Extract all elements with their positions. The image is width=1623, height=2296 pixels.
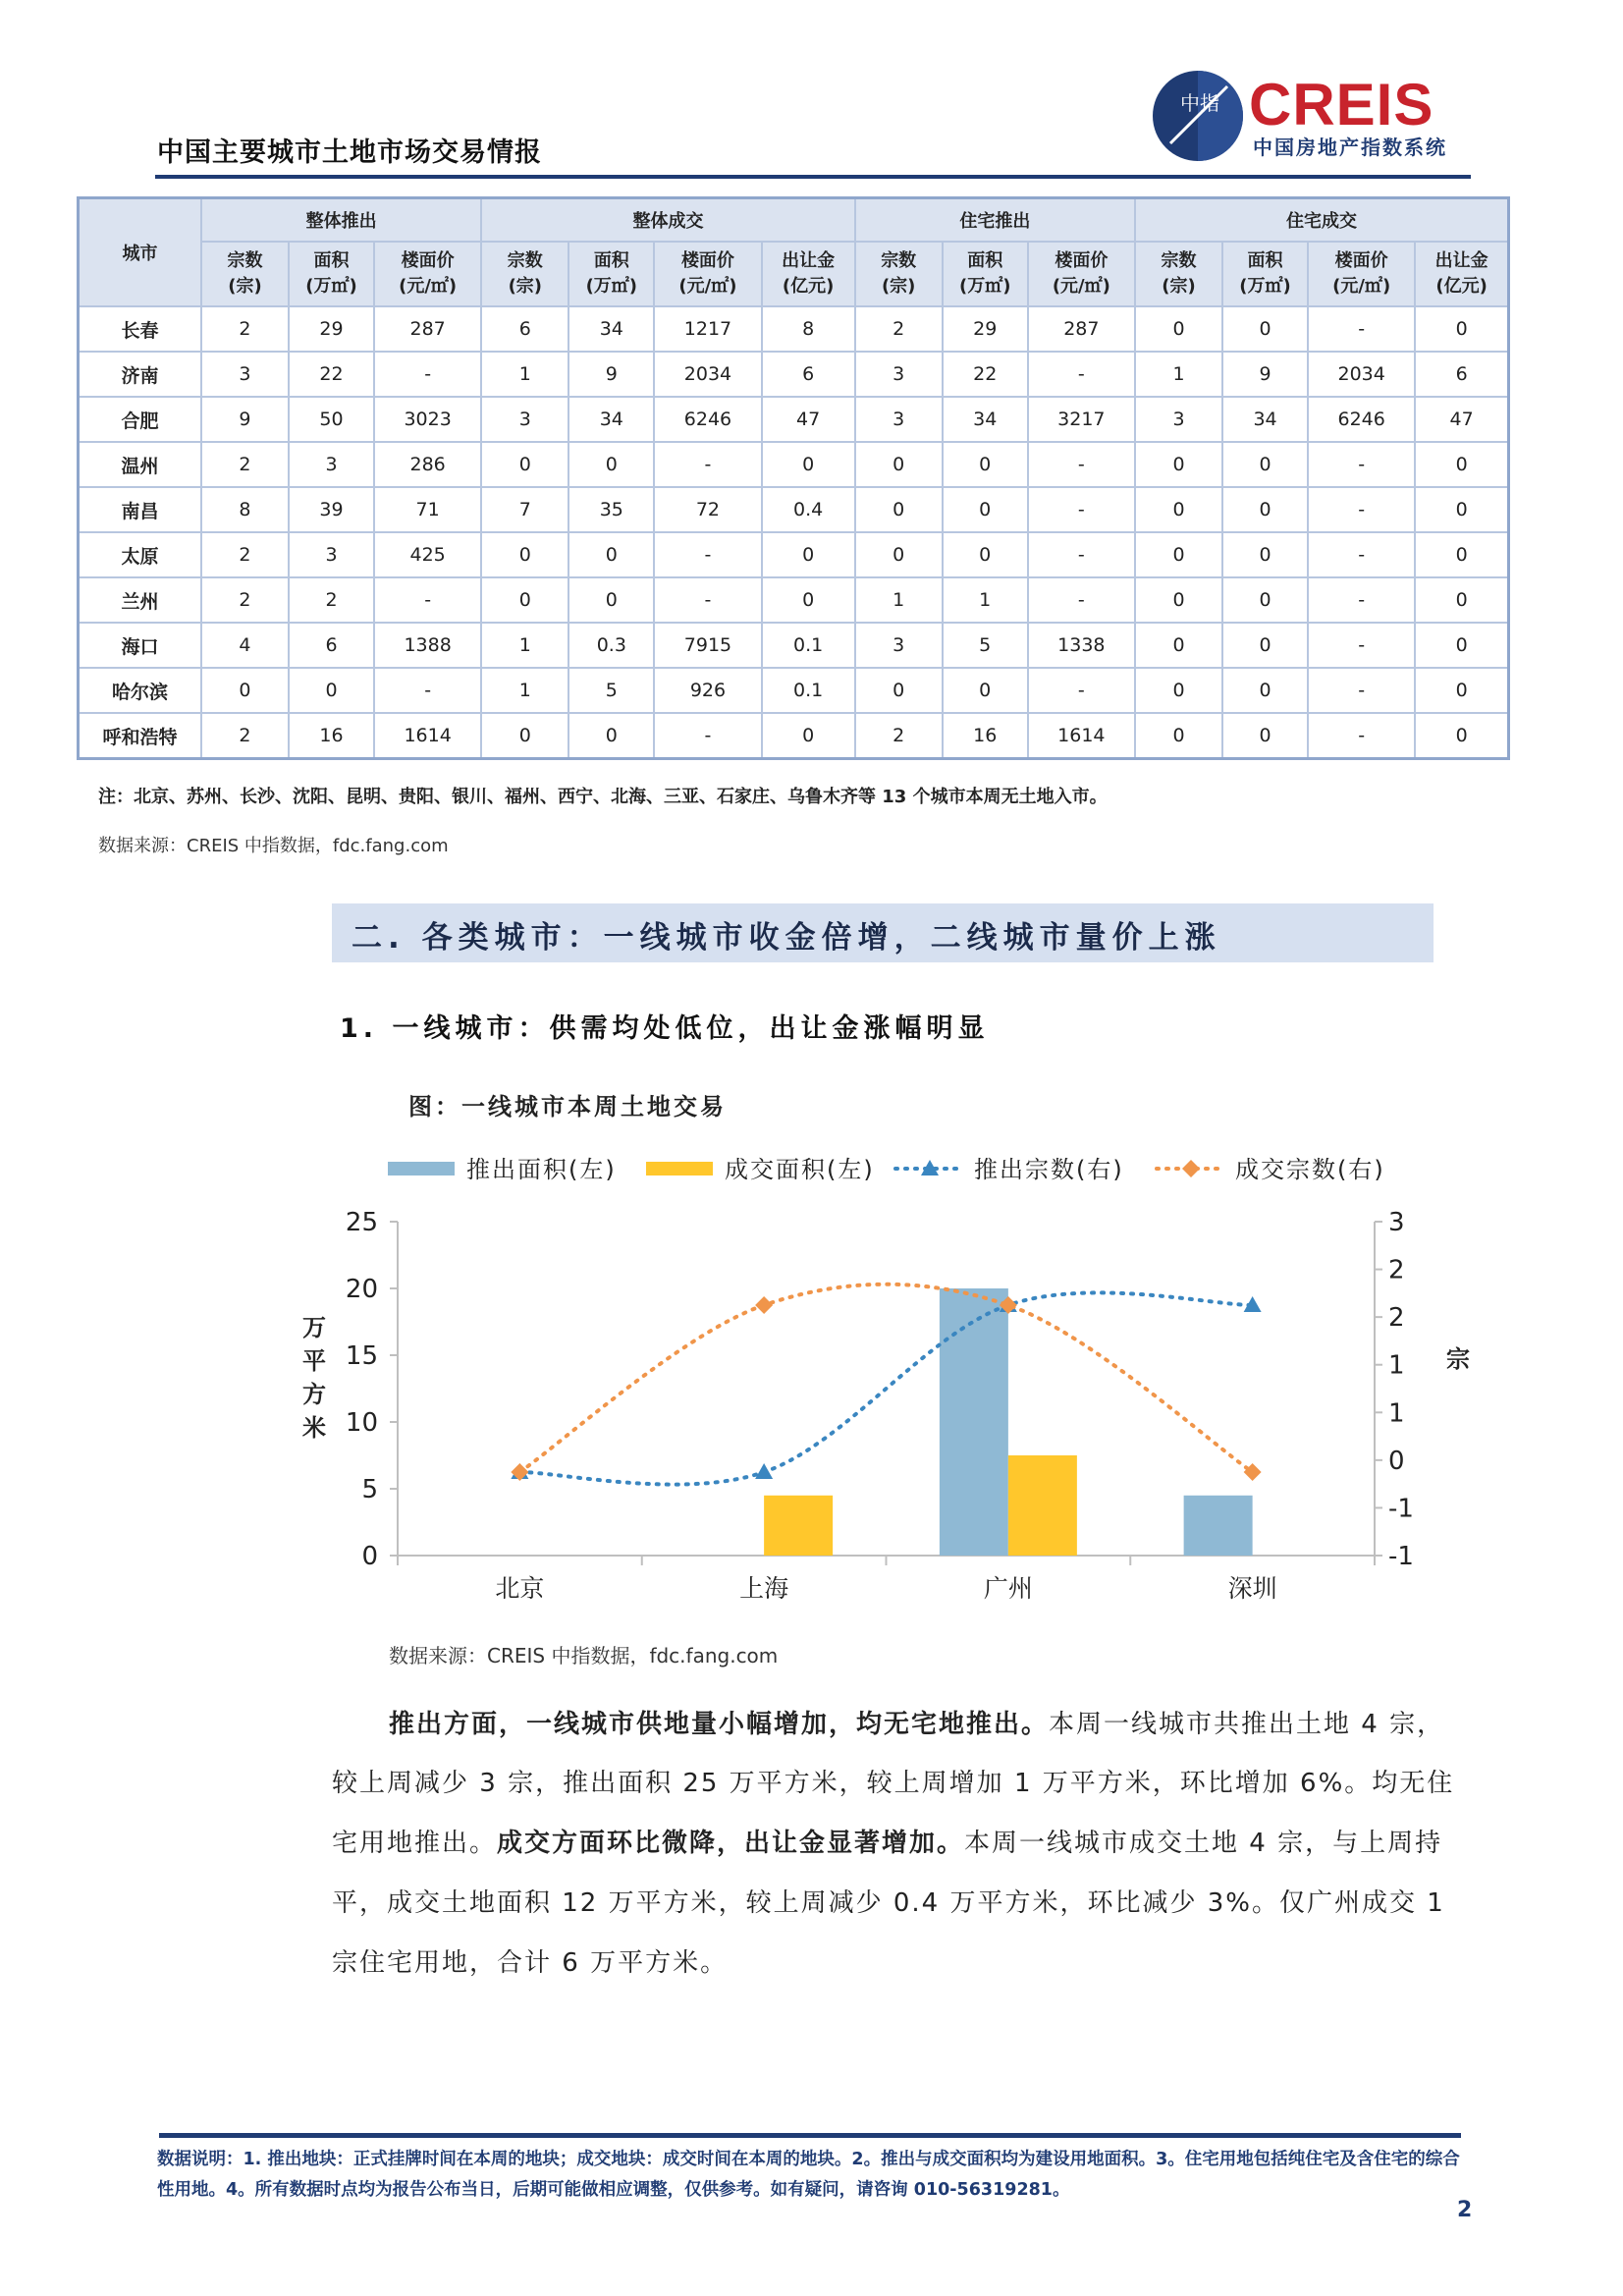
value-cell: 1 — [1135, 352, 1222, 397]
x-tick-label: 深圳 — [1227, 1574, 1277, 1603]
value-cell: 1 — [481, 668, 568, 713]
table-row — [79, 713, 1509, 759]
value-cell: 8 — [201, 487, 289, 532]
city-cell: 合肥 — [79, 397, 201, 442]
column-header: 宗数 (宗) — [855, 242, 943, 306]
city-cell: 温州 — [79, 442, 201, 487]
page-number: 2 — [1457, 2198, 1473, 2222]
value-cell: 0 — [1135, 577, 1222, 623]
value-cell: 0 — [289, 668, 374, 713]
value-cell: 2 — [201, 532, 289, 577]
group-header: 整体成交 — [481, 198, 854, 243]
left-axis-label-char: 万 — [302, 1314, 326, 1341]
marker-diamond — [755, 1296, 773, 1314]
value-cell: 50 — [289, 397, 374, 442]
value-cell: 0 — [1415, 623, 1508, 668]
value-cell: - — [1308, 713, 1415, 759]
table-note: 注：北京、苏州、长沙、沈阳、昆明、贵阳、银川、福州、西宁、北海、三亚、石家庄、乌鲁木齐等 13 个城市本周无土地入市。 — [98, 787, 1108, 807]
value-cell: 0 — [943, 668, 1028, 713]
left-tick-label: 0 — [361, 1542, 378, 1571]
right-tick-label: 1 — [1388, 1398, 1405, 1429]
value-cell: 0 — [481, 532, 568, 577]
line-deal-count — [519, 1285, 1252, 1472]
value-cell: 3 — [855, 352, 943, 397]
city-cell: 兰州 — [79, 577, 201, 623]
value-cell: - — [374, 668, 481, 713]
value-cell: 926 — [654, 668, 761, 713]
value-cell: 7915 — [654, 623, 761, 668]
value-cell: 3 — [289, 532, 374, 577]
table-row — [79, 306, 1509, 352]
table-row — [79, 487, 1509, 532]
bar-deal-area — [1008, 1455, 1077, 1556]
value-cell: 0.4 — [762, 487, 855, 532]
column-header: 宗数 (宗) — [201, 242, 289, 306]
value-cell: 29 — [289, 306, 374, 352]
value-cell: 0 — [568, 532, 654, 577]
right-tick-label: 0 — [1388, 1446, 1405, 1476]
value-cell: 0 — [481, 442, 568, 487]
value-cell: 0 — [762, 577, 855, 623]
column-header: 宗数 (宗) — [481, 242, 568, 306]
value-cell: - — [654, 713, 761, 759]
legend-marker — [1182, 1160, 1200, 1177]
value-cell: 6 — [481, 306, 568, 352]
value-cell: 0 — [1222, 532, 1308, 577]
bar-supply-area — [1184, 1496, 1253, 1556]
legend-label: 成交面积(左) — [725, 1156, 875, 1183]
first-tier-land-chart — [285, 1139, 1470, 1611]
paragraph-line: 推出方面，一线城市供地量小幅增加，均无宅地推出。本周一线城市共推出土地 4 宗， — [389, 1710, 1445, 1739]
city-cell: 哈尔滨 — [79, 668, 201, 713]
value-cell: - — [1308, 668, 1415, 713]
value-cell: 0 — [855, 532, 943, 577]
table-row — [79, 668, 1509, 713]
value-cell: 6246 — [1308, 397, 1415, 442]
city-column-header: 城市 — [79, 198, 201, 307]
value-cell: 8 — [762, 306, 855, 352]
legend-label: 推出宗数(右) — [974, 1156, 1124, 1183]
left-tick-label: 15 — [345, 1341, 378, 1371]
value-cell: 1614 — [374, 713, 481, 759]
value-cell: 0 — [1415, 713, 1508, 759]
value-cell: 39 — [289, 487, 374, 532]
table-row — [79, 623, 1509, 668]
marker-triangle — [755, 1463, 773, 1479]
legend-swatch — [388, 1162, 455, 1175]
value-cell: 2 — [855, 713, 943, 759]
value-cell: 425 — [374, 532, 481, 577]
table-row — [79, 352, 1509, 397]
value-cell: 6 — [289, 623, 374, 668]
value-cell: 0 — [568, 577, 654, 623]
value-cell: - — [654, 532, 761, 577]
value-cell: 0 — [1415, 577, 1508, 623]
value-cell: 3 — [481, 397, 568, 442]
column-header: 楼面价 (元/㎡) — [1028, 242, 1135, 306]
value-cell: 47 — [1415, 397, 1508, 442]
value-cell: 5 — [568, 668, 654, 713]
value-cell: 0 — [1222, 713, 1308, 759]
value-cell: 3 — [855, 397, 943, 442]
value-cell: 0 — [1415, 306, 1508, 352]
value-cell: 2 — [201, 442, 289, 487]
value-cell: - — [1308, 532, 1415, 577]
value-cell: 0 — [1415, 668, 1508, 713]
value-cell: - — [1308, 623, 1415, 668]
right-tick-label: 2 — [1388, 1303, 1405, 1334]
logo-subtitle: 中国房地产指数系统 — [1253, 136, 1447, 159]
land-transaction-table — [77, 196, 1510, 760]
value-cell: 2 — [201, 577, 289, 623]
bar-supply-area — [940, 1288, 1008, 1556]
value-cell: 6 — [1415, 352, 1508, 397]
value-cell: 0 — [762, 713, 855, 759]
value-cell: - — [1028, 487, 1135, 532]
value-cell: 0.3 — [568, 623, 654, 668]
logo-mark-text: 中指 — [1180, 91, 1219, 115]
value-cell: 3 — [289, 442, 374, 487]
left-tick-label: 5 — [361, 1475, 378, 1504]
value-cell: 34 — [1222, 397, 1308, 442]
left-tick-label: 25 — [345, 1208, 378, 1237]
value-cell: 3217 — [1028, 397, 1135, 442]
value-cell: 34 — [568, 397, 654, 442]
value-cell: 287 — [374, 306, 481, 352]
value-cell: 72 — [654, 487, 761, 532]
value-cell: - — [654, 577, 761, 623]
value-cell: 0 — [943, 442, 1028, 487]
value-cell: 4 — [201, 623, 289, 668]
value-cell: 2 — [201, 306, 289, 352]
value-cell: 1 — [481, 352, 568, 397]
logo-wordmark: CREIS — [1249, 72, 1434, 137]
column-header: 楼面价 (元/㎡) — [374, 242, 481, 306]
value-cell: 0 — [568, 713, 654, 759]
value-cell: 0 — [1222, 442, 1308, 487]
value-cell: 35 — [568, 487, 654, 532]
value-cell: 5 — [943, 623, 1028, 668]
value-cell: 0 — [762, 442, 855, 487]
legend-label: 推出面积(左) — [466, 1156, 617, 1183]
city-cell: 海口 — [79, 623, 201, 668]
left-tick-label: 20 — [345, 1275, 378, 1304]
value-cell: 0 — [1135, 668, 1222, 713]
group-header: 住宅成交 — [1135, 198, 1509, 243]
value-cell: - — [1028, 577, 1135, 623]
value-cell: - — [1308, 306, 1415, 352]
value-cell: - — [654, 442, 761, 487]
right-axis-label: 宗 — [1446, 1345, 1470, 1373]
value-cell: 6 — [762, 352, 855, 397]
column-header: 面积 (万㎡) — [289, 242, 374, 306]
value-cell: 0 — [568, 442, 654, 487]
value-cell: 1338 — [1028, 623, 1135, 668]
value-cell: 9 — [1222, 352, 1308, 397]
value-cell: 2 — [201, 713, 289, 759]
value-cell: 3 — [1135, 397, 1222, 442]
column-header: 宗数 (宗) — [1135, 242, 1222, 306]
table-row — [79, 532, 1509, 577]
right-tick-label: 2 — [1388, 1255, 1405, 1285]
value-cell: 287 — [1028, 306, 1135, 352]
table-row — [79, 397, 1509, 442]
header-rule — [155, 175, 1471, 179]
value-cell: 22 — [289, 352, 374, 397]
value-cell: 9 — [568, 352, 654, 397]
legend-label: 成交宗数(右) — [1235, 1156, 1385, 1183]
right-tick-label: 1 — [1388, 1350, 1405, 1381]
value-cell: 0.1 — [762, 623, 855, 668]
value-cell: 0 — [1135, 532, 1222, 577]
left-axis-label-char: 米 — [302, 1414, 326, 1442]
value-cell: 0 — [1415, 532, 1508, 577]
value-cell: 47 — [762, 397, 855, 442]
figure-source: 数据来源：CREIS 中指数据，fdc.fang.com — [389, 1644, 779, 1667]
city-cell: 南昌 — [79, 487, 201, 532]
value-cell: 1614 — [1028, 713, 1135, 759]
value-cell: - — [1308, 577, 1415, 623]
table-row — [79, 442, 1509, 487]
value-cell: 0 — [1415, 487, 1508, 532]
value-cell: 1 — [855, 577, 943, 623]
value-cell: 0 — [1135, 623, 1222, 668]
city-cell: 长春 — [79, 306, 201, 352]
value-cell: 0 — [855, 442, 943, 487]
group-header: 整体推出 — [201, 198, 481, 243]
column-header: 楼面价 (元/㎡) — [654, 242, 761, 306]
value-cell: 3 — [855, 623, 943, 668]
value-cell: 0.1 — [762, 668, 855, 713]
value-cell: 0 — [481, 713, 568, 759]
x-tick-label: 上海 — [739, 1574, 789, 1603]
city-cell: 呼和浩特 — [79, 713, 201, 759]
figure-title: 图：一线城市本周土地交易 — [408, 1093, 727, 1121]
x-tick-label: 广州 — [983, 1574, 1033, 1603]
value-cell: 0 — [1135, 306, 1222, 352]
value-cell: 0 — [1222, 306, 1308, 352]
value-cell: 0 — [1222, 668, 1308, 713]
value-cell: 0 — [201, 668, 289, 713]
column-header: 面积 (万㎡) — [568, 242, 654, 306]
value-cell: 1 — [481, 623, 568, 668]
value-cell: 6246 — [654, 397, 761, 442]
value-cell: 0 — [855, 668, 943, 713]
value-cell: 0 — [943, 487, 1028, 532]
bar-deal-area — [764, 1496, 833, 1556]
footer-note: 数据说明：1. 推出地块：正式挂牌时间在本周的地块；成交地块：成交时间在本周的地块。2。推出与成交面积均为建设用地面积。3。住宅用地包括纯住宅及含住宅的综合性用地。4。所有数据时点均为报告公布当日，后期可能做相应调整，仅供参考。如有疑问，请咨询 010-56319281。 — [157, 2150, 1460, 2200]
table-row — [79, 577, 1509, 623]
value-cell: 0 — [1222, 577, 1308, 623]
right-tick-label: 3 — [1388, 1208, 1405, 1237]
value-cell: 0 — [855, 487, 943, 532]
paragraph-line: 宅用地推出。成交方面环比微降，出让金显著增加。本周一线城市成交土地 4 宗，与上周持 — [332, 1829, 1443, 1858]
value-cell: 29 — [943, 306, 1028, 352]
paragraph-line: 平，成交土地面积 12 万平方米，较上周减少 0.4 万平方米，环比减少 3%。仅广州成交 1 — [332, 1888, 1445, 1918]
value-cell: - — [1028, 532, 1135, 577]
value-cell: 1388 — [374, 623, 481, 668]
report-title: 中国主要城市土地市场交易情报 — [157, 137, 542, 168]
value-cell: 2 — [855, 306, 943, 352]
value-cell: 0 — [1135, 442, 1222, 487]
column-header: 出让金 (亿元) — [762, 242, 855, 306]
value-cell: - — [1028, 352, 1135, 397]
group-header: 住宅推出 — [855, 198, 1135, 243]
column-header: 面积 (万㎡) — [943, 242, 1028, 306]
column-header: 出让金 (亿元) — [1415, 242, 1508, 306]
value-cell: 34 — [568, 306, 654, 352]
footer-rule — [159, 2133, 1461, 2138]
value-cell: 7 — [481, 487, 568, 532]
value-cell: 0 — [1135, 487, 1222, 532]
value-cell: 9 — [201, 397, 289, 442]
column-header: 楼面价 (元/㎡) — [1308, 242, 1415, 306]
value-cell: 0 — [481, 577, 568, 623]
right-tick-label: -1 — [1388, 1494, 1414, 1524]
value-cell: 0 — [1135, 713, 1222, 759]
paragraph-line: 宗住宅用地，合计 6 万平方米。 — [332, 1948, 729, 1978]
legend-swatch — [646, 1162, 713, 1175]
value-cell: 1 — [943, 577, 1028, 623]
city-cell: 太原 — [79, 532, 201, 577]
value-cell: 2034 — [654, 352, 761, 397]
table-source: 数据来源：CREIS 中指数据，fdc.fang.com — [98, 836, 449, 856]
value-cell: 22 — [943, 352, 1028, 397]
value-cell: 3 — [201, 352, 289, 397]
value-cell: - — [1308, 442, 1415, 487]
value-cell: - — [1028, 668, 1135, 713]
right-tick-label: -1 — [1388, 1542, 1414, 1571]
value-cell: - — [374, 352, 481, 397]
value-cell: 2 — [289, 577, 374, 623]
value-cell: 71 — [374, 487, 481, 532]
value-cell: - — [374, 577, 481, 623]
city-cell: 济南 — [79, 352, 201, 397]
section-title: 二. 各类城市：一线城市收金倍增，二线城市量价上涨 — [352, 920, 1221, 956]
subsection-title: 1. 一线城市：供需均处低位，出让金涨幅明显 — [340, 1013, 990, 1044]
x-tick-label: 北京 — [495, 1574, 545, 1603]
value-cell: 0 — [943, 532, 1028, 577]
left-tick-label: 10 — [345, 1408, 378, 1438]
value-cell: 0 — [762, 532, 855, 577]
left-axis-label-char: 方 — [302, 1381, 326, 1408]
value-cell: 16 — [289, 713, 374, 759]
left-axis-label-char: 平 — [302, 1347, 326, 1375]
value-cell: 0 — [1222, 487, 1308, 532]
value-cell: - — [1308, 487, 1415, 532]
value-cell: 3023 — [374, 397, 481, 442]
value-cell: 16 — [943, 713, 1028, 759]
paragraph-line: 较上周减少 3 宗，推出面积 25 万平方米，较上周增加 1 万平方米，环比增加 6%。均无住 — [332, 1769, 1455, 1798]
value-cell: - — [1028, 442, 1135, 487]
value-cell: 2034 — [1308, 352, 1415, 397]
marker-triangle — [1244, 1296, 1262, 1312]
column-header: 面积 (万㎡) — [1222, 242, 1308, 306]
value-cell: 34 — [943, 397, 1028, 442]
value-cell: 1217 — [654, 306, 761, 352]
value-cell: 0 — [1222, 623, 1308, 668]
value-cell: 0 — [1415, 442, 1508, 487]
value-cell: 286 — [374, 442, 481, 487]
